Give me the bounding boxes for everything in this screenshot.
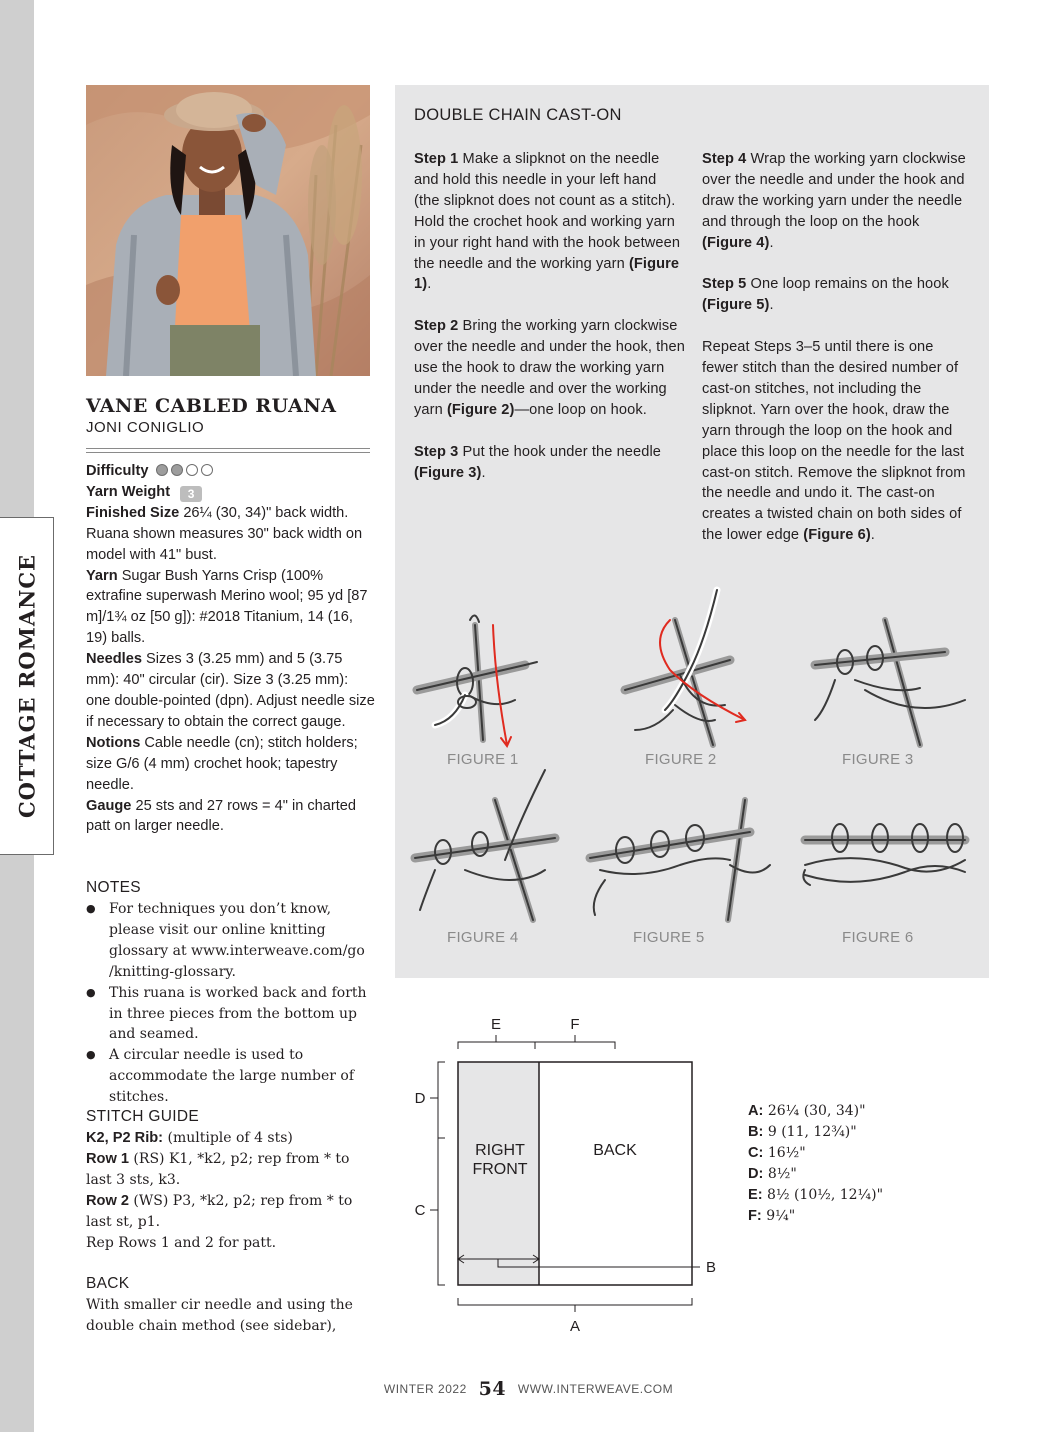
- gauge-spec: [86, 796, 376, 838]
- difficulty-label: Difficulty: [86, 463, 149, 479]
- row2-text: (WS) P3, *k2, p2; rep from * to last st, p1.: [86, 1192, 353, 1230]
- yarn-weight-row: [86, 482, 376, 503]
- repeat-text: Repeat Steps 3–5 until there is one fewer stitch than the desired number of cast-on stitches, not including the slipknot. Yarn over the hook, draw the yarn through the loop on the hook and place this loop on the needle for the last cast-on stitch. Remove the slipknot from the needle and undo it. The cast-on creates a twisted chain on both sides of the lower edge: [702, 339, 966, 544]
- cast-on-sidebar: [395, 85, 989, 978]
- finished-size-text: 26¼ (30, 34)" back width. Ruana shown measures 30" back width on model with 41" bust.: [86, 504, 363, 563]
- step-3-label: Step 3: [414, 443, 459, 460]
- finished-size: [86, 503, 376, 566]
- site-url: WWW.INTERWEAVE.COM: [517, 1382, 674, 1396]
- yarn-weight-icon: 3: [180, 486, 202, 502]
- row2-label: Row 2: [86, 1192, 129, 1209]
- yarn-spec: [86, 566, 376, 650]
- rib-label: K2, P2 Rib:: [86, 1130, 164, 1146]
- gauge-label: Gauge: [86, 797, 132, 814]
- title-rule: [86, 448, 370, 453]
- sidebar-col-right: [702, 149, 972, 567]
- step-4-ref: (Figure 4): [702, 234, 770, 251]
- step-4-text: Wrap the working yarn clockwise over the needle and under the hook and draw the working yarn under the needle and through the loop on the hook: [702, 151, 966, 230]
- step-4: Step 4 Wrap the working yarn clockwise over the needle and under the hook and draw the working yarn under the needle and through the loop on the hook (Figure 4).: [702, 151, 966, 251]
- step-5-text: One loop remains on the hook: [746, 276, 949, 293]
- label-b: B: [705, 1259, 717, 1276]
- measurements-list: [748, 1101, 883, 1227]
- list-item: ● A circular needle is used to accommodate the large number of stitches.: [86, 1045, 376, 1108]
- sidebar-title: DOUBLE CHAIN CAST-ON: [414, 106, 622, 124]
- step-1-ref: (Figure 1): [414, 255, 680, 293]
- repeat-instructions: Repeat Steps 3–5 until there is one fewer stitch than the desired number of cast-on stitches, not including the slipknot. Yarn over the hook, draw the yarn through the loop on the hook and place this loop on the needle for the last cast-on stitch. Remove the slipknot from the needle and undo it. The cast-on creates a twisted chain on both sides of the lower edge (Figure 6).: [702, 339, 966, 544]
- row2-line: [86, 1191, 376, 1233]
- step-1-label: Step 1: [414, 151, 459, 167]
- list-item: ● This ruana is worked back and forth in three pieces from the bottom up and seamed.: [86, 983, 376, 1046]
- step-2-text: Bring the working yarn clockwise over the needle and under the hook, then use the hook to draw the working yarn under the needle and over the working yarn: [414, 318, 685, 418]
- difficulty-dot: [171, 464, 183, 476]
- label-c: C: [414, 1202, 426, 1219]
- step-3-text: Put the hook under the needle: [458, 443, 662, 460]
- page-number: 54: [478, 1378, 507, 1400]
- measurement-d: [748, 1164, 883, 1185]
- section-tab-label: COTTAGE ROMANCE: [14, 553, 40, 819]
- rib-text: (multiple of 4 sts): [163, 1130, 293, 1146]
- figure-4-arrow: [493, 625, 507, 745]
- measurement-key: C:: [748, 1145, 764, 1161]
- figure-2-illustration: [625, 590, 730, 745]
- rib-line: [86, 1128, 376, 1149]
- label-d: D: [414, 1090, 426, 1107]
- figure-1-caption: FIGURE 1: [447, 751, 519, 768]
- pattern-title: VANE CABLED RUANA: [86, 395, 337, 417]
- measurement-b: [748, 1122, 883, 1143]
- step-2-label: Step 2: [414, 318, 459, 335]
- difficulty-dot: [156, 464, 168, 476]
- back-heading: BACK: [86, 1275, 130, 1292]
- difficulty-row: [86, 461, 376, 482]
- stitch-guide: [86, 1128, 376, 1253]
- row1-text: (RS) K1, *k2, p2; rep from * to last 3 sts, k3.: [86, 1150, 350, 1188]
- measurement-value: 8½ (10½, 12¼)": [762, 1187, 884, 1203]
- notes-list: [86, 899, 376, 1108]
- figure-4-illustration: [415, 770, 555, 920]
- finished-size-label: Finished Size: [86, 504, 180, 521]
- notions-label: Notions: [86, 734, 141, 751]
- notions-text: Cable needle (cn); stitch holders; size G/6 (4 mm) crochet hook; tapestry needle.: [86, 734, 358, 793]
- gauge-text: 25 sts and 27 rows = 4" in charted patt on larger needle.: [86, 797, 357, 835]
- step-4-label: Step 4: [702, 151, 747, 167]
- pattern-specs: [86, 461, 376, 837]
- yarn-weight-label: Yarn Weight: [86, 483, 171, 500]
- measurement-key: F:: [748, 1208, 762, 1224]
- issue-label: WINTER 2022: [383, 1382, 467, 1396]
- notes-heading: NOTES: [86, 879, 141, 896]
- figure-5-illustration: [590, 800, 770, 920]
- measurement-value: 26¼ (30, 34)": [763, 1103, 866, 1119]
- measurement-value: 8½": [763, 1166, 797, 1182]
- measurement-value: 16½": [763, 1145, 806, 1161]
- measurement-value: 9¼": [761, 1208, 796, 1224]
- right-front-label-2: FRONT: [472, 1161, 528, 1178]
- figure-1-illustration: [417, 615, 537, 740]
- ruana-schematic: [400, 1005, 730, 1345]
- step-1: Step 1 Make a slipknot on the needle and hold this needle in your left hand (the slipknot does not count as a stitch). Hold the crochet hook and working yarn in your right hand with the hook between the needle and the working yarn (Figure 1).: [414, 151, 681, 293]
- measurement-key: D:: [748, 1166, 764, 1182]
- measurement-key: A:: [748, 1103, 764, 1119]
- step-1-text: Make a slipknot on the needle and hold this needle in your left hand (the slipknot does not count as a stitch). Hold the crochet hook and working yarn in your right hand with the hook between the needle and the working yarn: [414, 151, 681, 272]
- figure-6-illustration: [803, 824, 965, 885]
- back-text: With smaller cir needle and using the double chain method (see sidebar),: [86, 1297, 353, 1334]
- needles-spec: [86, 649, 376, 733]
- step-5-label: Step 5: [702, 276, 747, 293]
- sidebar-col-left: [414, 149, 686, 504]
- figure-illustrations: [395, 580, 989, 960]
- model-photo: [86, 85, 370, 376]
- step-2-tail: —one loop on hook.: [514, 401, 647, 418]
- label-e: E: [490, 1016, 502, 1033]
- figure-3-caption: FIGURE 3: [842, 751, 914, 768]
- difficulty-dots: [153, 463, 213, 479]
- measurement-key: E:: [748, 1187, 763, 1203]
- measurement-value: 9 (11, 12¾)": [763, 1124, 857, 1140]
- figure-5-caption: FIGURE 5: [633, 929, 705, 946]
- step-2: [414, 316, 686, 421]
- designer-name: JONI CONIGLIO: [86, 419, 205, 436]
- difficulty-dot: [186, 464, 198, 476]
- step-3: Step 3 Put the hook under the needle (Figure 3).: [414, 443, 662, 481]
- figure-6-caption: FIGURE 6: [842, 929, 914, 946]
- needles-text: Sizes 3 (3.25 mm) and 5 (3.75 mm): 40" circular (cir). Size 3 (3.25 mm): one double-pointed (dpn). Adjust needle size if necessary to obtain the correct gauge.: [86, 651, 375, 730]
- figure-2-caption: FIGURE 2: [645, 751, 717, 768]
- figure-4-caption: FIGURE 4: [447, 929, 519, 946]
- figure-3-illustration: [815, 620, 965, 745]
- needles-label: Needles: [86, 651, 142, 668]
- measurement-f: [748, 1206, 883, 1227]
- step-5-ref: (Figure 5): [702, 297, 770, 314]
- step-3-ref: (Figure 3): [414, 464, 482, 481]
- pattern-header: [86, 394, 370, 438]
- right-front-label-1: RIGHT: [475, 1142, 525, 1159]
- row1-label: Row 1: [86, 1150, 129, 1167]
- measurement-e: [748, 1185, 883, 1206]
- difficulty-dot: [201, 464, 213, 476]
- repeat-line: Rep Rows 1 and 2 for patt.: [86, 1234, 277, 1251]
- yarn-label: Yarn: [86, 567, 118, 584]
- step-5: Step 5 One loop remains on the hook (Figure 5).: [702, 276, 949, 314]
- page-footer: [0, 1378, 1057, 1400]
- label-a: A: [569, 1318, 581, 1335]
- list-item: ● For techniques you don’t know, please visit our online knitting glossary at www.interweave.com/go /knitting-glossary.: [86, 899, 376, 983]
- row1-line: [86, 1149, 376, 1191]
- label-f: F: [570, 1016, 580, 1033]
- measurement-key: B:: [748, 1124, 764, 1140]
- notions-spec: [86, 733, 376, 796]
- yarn-text: Sugar Bush Yarns Crisp (100% extrafine superwash Merino wool; 95 yd [87 m]/1¾ oz [50 g]): #2018 Titanium, 14 (16, 19) balls.: [86, 567, 368, 647]
- repeat-ref: (Figure 6): [803, 527, 871, 544]
- stitch-guide-heading: STITCH GUIDE: [86, 1108, 199, 1125]
- back-label: BACK: [593, 1142, 637, 1159]
- measurement-a: [748, 1101, 883, 1122]
- measurement-c: [748, 1143, 883, 1164]
- step-2-ref: (Figure 2): [446, 401, 515, 418]
